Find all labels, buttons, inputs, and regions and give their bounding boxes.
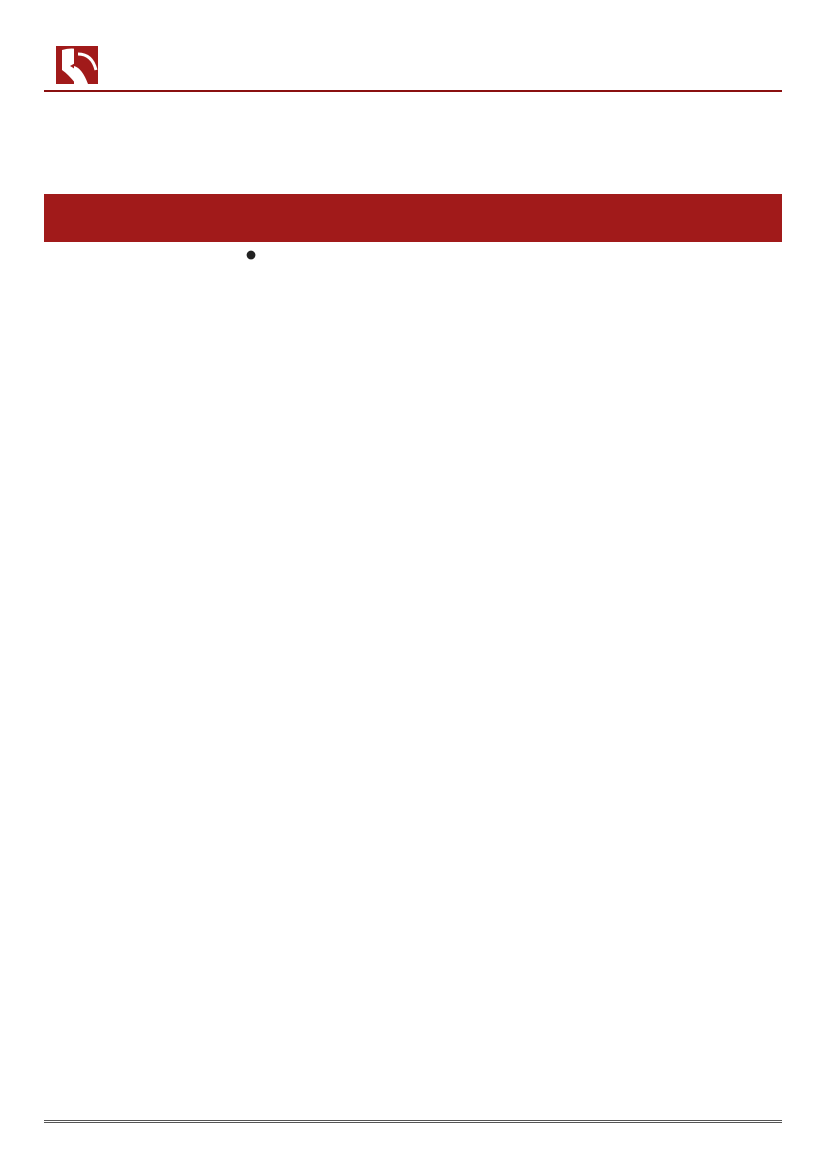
header-divider	[44, 90, 782, 92]
company-logo	[52, 40, 262, 90]
footer-divider-secondary	[44, 1122, 782, 1123]
footer-divider	[44, 1120, 782, 1121]
bullet-icon: ●	[246, 247, 257, 261]
logo-mark-icon	[52, 40, 262, 90]
report-banner	[44, 194, 782, 242]
